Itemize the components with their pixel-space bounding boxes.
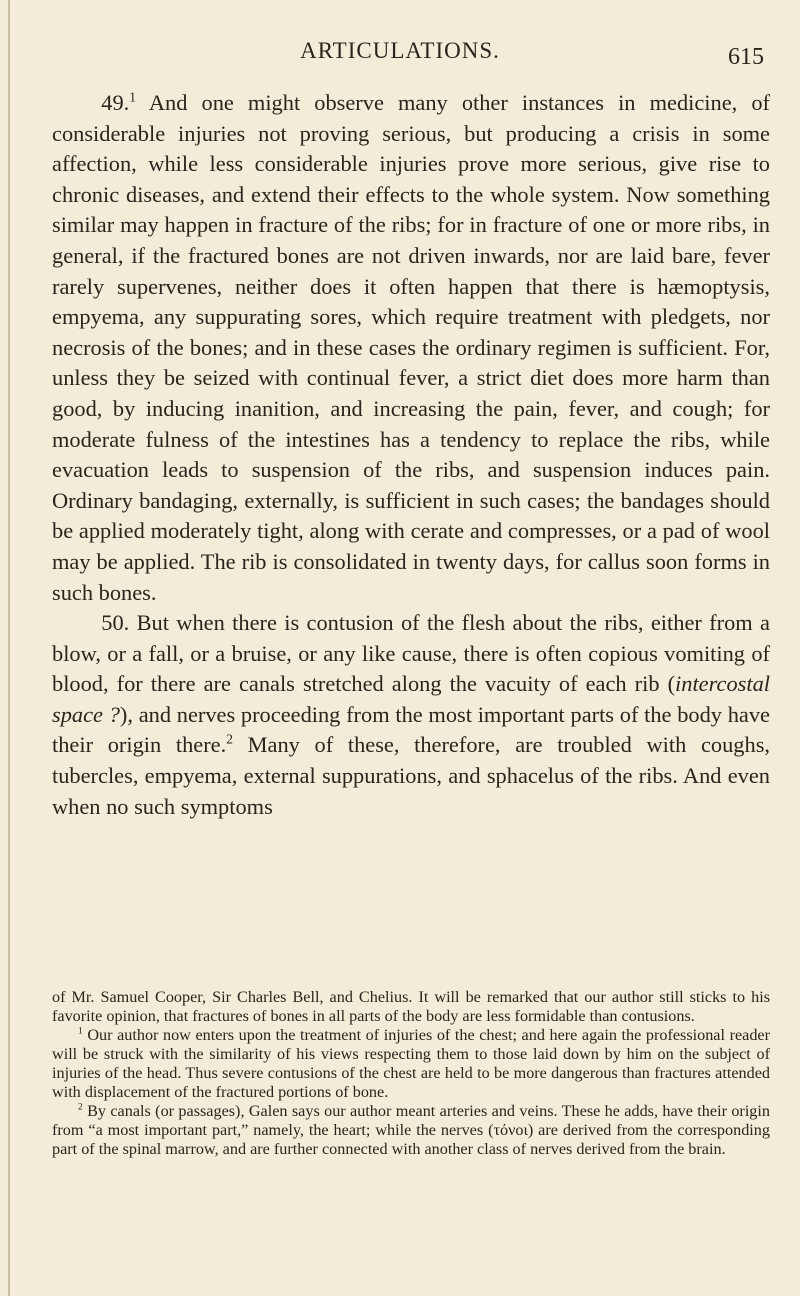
footnotes bbox=[52, 988, 770, 1159]
page-number: 615 bbox=[728, 44, 764, 70]
paragraph-50-italic: intercostal space ? bbox=[52, 671, 770, 727]
footnote-ref-1: 1 bbox=[129, 89, 136, 105]
paragraph-50-text-c: Many of these, therefore, are troubled with coughs, tubercles, empyema, external suppurations, and sphacelus of the ribs. And even when no such symptoms bbox=[52, 732, 771, 819]
paragraph-50-text-b: ), and nerves proceeding from the most important parts of the body have their origin there. bbox=[52, 701, 770, 758]
footnote-2 bbox=[52, 1102, 770, 1159]
running-head: ARTICULATIONS. bbox=[300, 38, 500, 63]
footnote-2-mark: 2 bbox=[77, 1101, 83, 1113]
page-gutter bbox=[8, 0, 10, 1296]
footnote-continuation: of Mr. Samuel Cooper, Sir Charles Bell, and Chelius. It will be remarked that our author still sticks to his favorite opinion, that fractures of bones in all parts of the body are less formidable than contusions. bbox=[52, 988, 770, 1025]
footnote-ref-2: 2 bbox=[226, 732, 233, 747]
footnote-1-mark: 1 bbox=[77, 1025, 83, 1037]
footnote-2-text: By canals (or passages), Galen says our author meant arteries and veins. These he adds, have their origin from “a most important part,” namely, the heart; while the nerves (τόνοι) are derived from the corresponding part of the spinal marrow, and are further connected with another class of nerves derived from the brain. bbox=[52, 1102, 770, 1158]
footnote-1 bbox=[52, 1026, 770, 1102]
paragraph-50-text-a: 50. But when there is contusion of the flesh about the ribs, either from a blow, or a fall, or a bruise, or any like cause, there is often copious vomiting of blood, for there are canals stretched along the vacuity of each rib ( bbox=[52, 610, 770, 697]
paragraph-49 bbox=[52, 88, 770, 608]
paragraph-49-text: And one might observe many other instances in medicine, of considerable injuries not proving serious, but producing a crisis in some affection, while less considerable injuries prove more serious, give rise to chronic diseases, and extend their effects to the whole system. Now something similar may happen in fracture of the ribs; for in fracture of one or more ribs, in general, if the fractured bones are not driven inwards, nor are laid bare, fever rarely supervenes, neither does it often happen that there is hæmoptysis, empyema, any suppurating sores, which require treatment with pledgets, nor necrosis of the bones; and in these cases the ordinary regimen is sufficient. For, unless they be seized with continual fever, a strict diet does more harm than good, by inducing inanition, and increasing the pain, fever, and cough; for moderate fulness of the intestines has a tendency to replace the ribs, while evacuation leads to suspension of the ribs, and suspension induces pain. Ordinary bandaging, externally, is sufficient in such cases; the bandages should be applied moderately tight, along with cerate and compresses, or a pad of wool may be applied. The rib is consolidated in twenty days, for callus soon forms in such bones. bbox=[52, 90, 770, 605]
footnote-1-text: Our author now enters upon the treatment of injuries of the chest; and here again the professional reader will be struck with the similarity of his views respecting them to those laid down by him on the subject of injuries of the head. Thus severe contusions of the chest are held to be more dangerous than fractures attended with displacement of the fractured portions of bone. bbox=[52, 1026, 770, 1101]
paragraph-49-number: 49. bbox=[101, 90, 130, 115]
paragraph-50 bbox=[52, 608, 770, 822]
body-text bbox=[52, 88, 770, 822]
